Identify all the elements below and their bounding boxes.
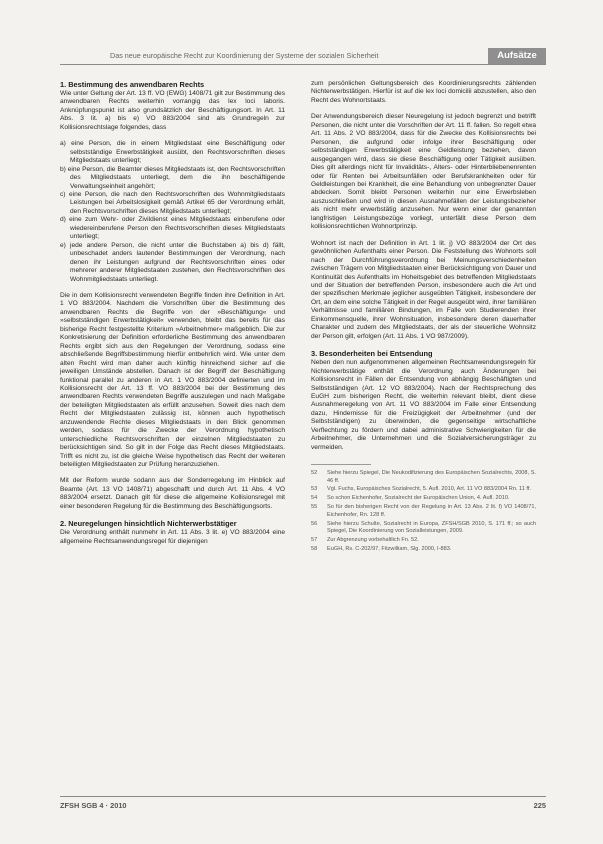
right-column — [311, 80, 536, 555]
footnote — [311, 486, 536, 493]
footnote-number: 56 — [311, 520, 318, 527]
footnote-text: Vgl. Fuchs, Europäisches Sozialrecht, 5. Aufl. 2010, Art. 11 VO 883/2004 Rn. 11 ff. — [327, 486, 531, 493]
paragraph: Wie unter Geltung der Art. 13 ff. VO (EWG) 1408/71 gilt zur Bestimmung des anwendbaren Rechts weiterhin vorrangig das lex loci laboris. Anknüpfungspunkt ist also grundsätzlich der Beschäftigungsort. In Art. 11 Abs. 3 lit. a) bis e) VO 883/2004 sind als Grundregeln zur Kollisionsrechtslage folgendes, dass — [60, 90, 285, 131]
footnote-text: Zur Abgrenzung vorbehaltlich Fn. 52. — [327, 536, 419, 543]
paragraph: Der Anwendungsbereich dieser Neuregelung ist jedoch begrenzt und betrifft Personen, die nicht unter die Vorschriften der Art. 11 ff. fallen. So regelt etwa Art. 11 Abs. 2 VO 883/2004, dass für die Zwecke des Kollisionsrechts bei Personen, die aufgrund oder infolge ihrer Beschäftigung oder selbstständigen Erwerbstätigkeit eine Geldleistung beziehen, davon ausgegangen wird, dass sie diese Beschäftigung oder Tätigkeit ausüben. Dies gilt allerdings nicht für Invaliditäts-, Alters- oder Hinterbliebenenrenten oder für Renten bei Arbeitsunfällen oder Berufskrankheiten oder für Geldleistungen bei Krankheit, die eine Behandlung von unbegrenzter Dauer abdecken. Somit bleibt Personen weiterhin nur eine Erwerbsleben auszuschließen und wird in diesen Ausnahmefällen der Leistungsbezieher als nicht mehr erwerbstätig anzusehen. Nur wenn einer der genannten langfristigen Leistungsbezüge vorliegt, unterfällt diese Person dem kollisionsrechtlichen Wohnortprinzip. — [311, 113, 536, 231]
footnote — [311, 521, 536, 536]
paragraph: zum persönlichen Geltungsbereich des Koordinierungsrechts zählenden Nichterwerbstätigen. Hierfür ist auf die lex loci domicilii abzustellen, also den Recht des Wohnortstaats. — [311, 80, 536, 104]
footnote — [311, 470, 536, 485]
list-item: d) eine zum Wehr- oder Zivildienst eines Mitgliedstaats einberufene oder wiedereinberufene Person den Rechtsvorschriften dieses Mitgliedstaats unterliegt; — [60, 216, 285, 241]
page-number: 225 — [533, 801, 546, 810]
section-heading: 1. Bestimmung des anwendbaren Rechts — [60, 80, 205, 89]
footnote-text: EuGH, Rs. C-202/97, Fitzwilliam, Slg. 2000, I-883. — [327, 545, 452, 552]
footnote-number: 53 — [311, 486, 318, 493]
paragraph: Neben den nun aufgenommenen allgemeinen Rechtsanwendungsregeln für Nichterwerbstätige enthält die Verordnung auch Änderungen bei Kollisionsrecht in Fällen der Entsendung von abhängig Beschäftigten und Selbstständigen (Art. 12 VO 883/2004). Nach der Rechtsprechung des EuGH zum bisherigen Recht, die weiterhin relevant bleibt, dient diese Ausnahmeregelung von Art. 11 VO 883/2004 im Falle einer Entsendung dazu, Hindernisse für die Freizügigkeit der Arbeitnehmer (und der Selbstständigen) zu überwinden, die gegenseitige wirtschaftliche Verflechtung zu fördern und dabei administrative Schwierigkeiten für die Arbeitnehmer, die Unternehmen und die Sozialversicherungsträger zu vermeiden. — [311, 359, 536, 451]
footnote-number: 57 — [311, 536, 318, 543]
footnote-number: 54 — [311, 495, 318, 502]
running-header — [60, 52, 546, 65]
footnote-divider — [311, 464, 371, 465]
left-column — [60, 80, 285, 554]
footnote-text: Siehe hierzu Schulte, Sozialrecht in Europa, ZFSH/SGB 2010, S. 171 ff.; so auch Spiegel, Die Koordinierung von Sozialleistungen, 2009. — [327, 520, 536, 534]
list-item: e) jede andere Person, die nicht unter die Buchstaben a) bis d) fällt, unbeschadet anders lautender Bestimmungen der Verordnung, nach denen ihr Leistungen aufgrund der Rechtsvorschriften eines oder mehrerer anderer Mitgliedstaaten zustehen, den Rechtsvorschriften des Wohnmitgliedstaats unterliegt. — [60, 241, 285, 283]
page-footer — [60, 796, 546, 810]
footnote-number: 52 — [311, 470, 318, 477]
footnote-number: 58 — [311, 545, 318, 552]
footnote — [311, 546, 536, 553]
rules-list — [60, 140, 285, 284]
paragraph: Wohnort ist nach der Definition in Art. 1 lit. j) VO 883/2004 der Ort des gewöhnlichen Aufenthalts einer Person. Die Feststellung des Wohnorts soll nach der Durchführungsverordnung bei Meinungsverschiedenheiten zwischen Trägern von Mitgliedstaaten einer Berücksichtigung von Dauer und Kontinuität des Aufenthalts im Hoheitsgebiet des betreffenden Mitgliedstaats und der Situation der betreffenden Person, insbesondere auch die Art und der spezifischen Merkmale jeglicher ausgeübten Tätigkeit, insbesondere der Ort, an dem eine solche Tätigkeit in der Regel ausgeübt wird, ihrer familiären Verhältnisse und familiären Bindungen, im Falle von Studierenden ihrer Einkommensquelle, ihrer Wohnsituation, insbesondere deren dauerhafter Charakter und zudem des Mitgliedstaats, der als der steuerliche Wohnsitz der Person gilt, erfolgen (Art. 11 Abs. 1 VO 987/2009). — [311, 239, 536, 340]
list-item: a) eine Person, die in einem Mitgliedstaat eine Beschäftigung oder selbstständige Erwerbstätigkeit ausübt, den Rechtsvorschriften dieses Mitgliedstaats unterliegt; — [60, 140, 285, 165]
footnote — [311, 504, 536, 519]
footnote — [311, 495, 536, 502]
footnotes — [311, 470, 536, 553]
footnote — [311, 537, 536, 544]
list-item: b) eine Person, die Beamter dieses Mitgliedstaats ist, den Rechtsvorschriften des Mitgliedstaats unterliegt, dem die ihn beschäftigende Verwaltungseinheit angehört; — [60, 165, 285, 190]
journal-name: ZFSH SGB 4 · 2010 — [60, 801, 127, 810]
paragraph: Die in dem Kollisionsrecht verwendeten Begriffe finden ihre Definition in Art. 1 VO 883/2004. Nachdem die Vorschriften über die Bestimmung des anwendbaren Rechts die Begriffe von der »Beschäftigung« und »selbstständigen Erwerbstätigkeit« verwenden, bleibt das bereits für das bisherige Recht festgestellte Kriterium »Arbeitnehmer« maßgeblich. Die zur Konkretisierung der Definition erforderliche Bestimmung des anwendbaren Rechts ergibt sich aus den Regelungen der Verordnung, sodass eine abschließende Begriffsbestimmung hierfür entbehrlich wird. Wie unter dem alten Recht wird man daher auch künftig hinreichend sicher auf die jeweiligen Umstände abstellen. Danach ist der Begriff der Beschäftigung funktional parallel zu anderen in Art. 1 VO 883/2004 definierten und im Kollisionsrecht der Art. 13 ff. VO 883/2004 bei der Bestimmung des anwendbaren Rechts verwendeten Begriffe auszulegen und nach Maßgabe der beteiligten Mitgliedstaaten als erfüllt anzusehen. Soweit dies nach dem Recht der Mitgliedstaaten zulässig ist, können auch hypothetisch anzuwendende Rechte dieses Mitgliedstaats in den Blick genommen werden, sodass für die Zwecke der Verordnung hypothetisch unterschiedliche Rechtsvorschriften der einzelnen Mitgliedstaaten zu berücksichtigen sind. So gilt in der Folge das Recht dieses Mitgliedstaats. Trifft es nicht zu, ist die gleiche Weise hypothetisch das Recht der weiteren beteiligten Mitgliedstaaten zur Prüfung heranzuziehen. — [60, 291, 285, 469]
footnote-text: So für den bisherigen Recht von der Regelung in Art. 13 Abs. 2 lit. f) VO 1408/71, Eichenhofer, Rn. 128 ff. — [327, 504, 536, 518]
section-badge: Aufsätze — [488, 48, 546, 64]
section-heading: 2. Neuregelungen hinsichtlich Nichterwerbstätiger — [60, 519, 237, 529]
footnote-number: 55 — [311, 504, 318, 511]
footnote-text: Siehe hierzu Spiegel, Die Neukodifizierung des Europäischen Sozialrechts, 2008, S. 46 ff. — [327, 470, 536, 484]
footnote-text: So schon Eichenhofer, Sozialrecht der Europäischen Union, 4. Aufl. 2010. — [327, 495, 510, 502]
paragraph: Die Verordnung enthält nunmehr in Art. 11 Abs. 3 lit. e) VO 883/2004 eine allgemeine Rechtsanwendungsregel für diejenigen — [60, 529, 285, 545]
section-heading: 3. Besonderheiten bei Entsendung — [311, 349, 433, 359]
list-item: c) eine Person, die nach den Rechtsvorschriften des Wohnmitgliedstaats Leistungen bei Arbeitslosigkeit gemäß Artikel 65 der Verordnung erhält, den Rechtsvorschriften dieses Mitgliedstaats unterliegt; — [60, 190, 285, 215]
paragraph: Mit der Reform wurde sodann aus der Sonderregelung im Hinblick auf Beamte (Art. 13 VO 1408/71) abgeschafft und durch Art. 11 Abs. 4 VO 883/2004 ersetzt. Danach gilt für diese die allgemeine Kollisionsregel mit einer besonderen Regelung für die Bestimmung des Beschäftigungsorts. — [60, 477, 285, 510]
running-title: Das neue europäische Recht zur Koordinierung der Systeme der sozialen Sicherheit — [110, 51, 379, 60]
